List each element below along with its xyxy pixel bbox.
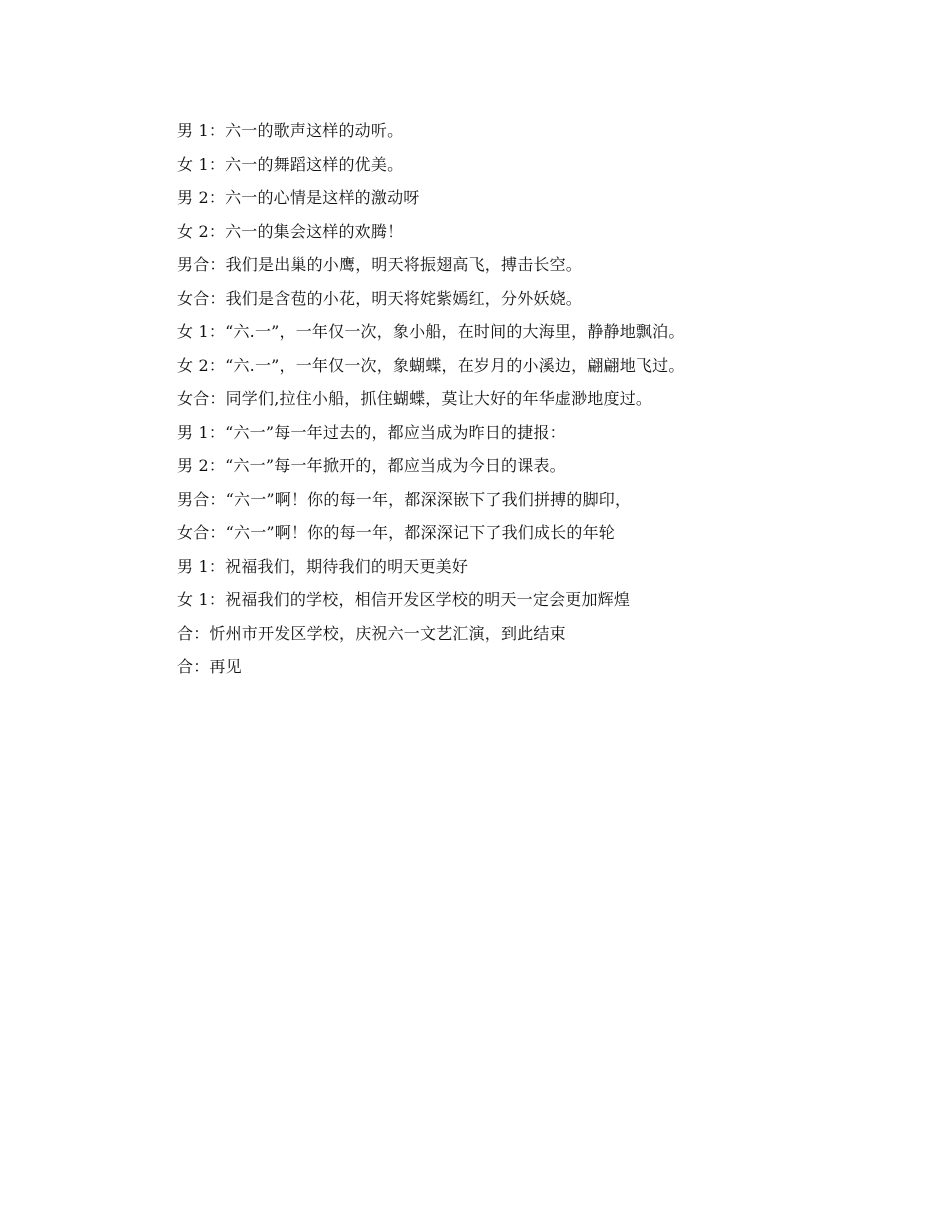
speaker-label: 男合：	[177, 489, 226, 509]
line-text: 祝福我们，期待我们的明天更美好	[225, 556, 469, 576]
speaker-label: 女 2：	[177, 355, 226, 375]
line-text: “六.一”，一年仅一次，象小船，在时间的大海里，静静地飘泊。	[225, 322, 685, 341]
script-line	[177, 586, 877, 620]
line-text: 六一的集会这样的欢腾！	[225, 221, 404, 241]
speaker-label: 女合：	[177, 288, 226, 308]
script-lines	[177, 117, 877, 687]
script-line	[177, 486, 877, 520]
line-text: 祝福我们的学校，相信开发区学校的明天一定会更加辉煌	[225, 590, 631, 609]
speaker-label: 女 1：	[177, 322, 226, 341]
line-text: “六一”啊！你的每一年，都深深记下了我们成长的年轮	[225, 523, 615, 542]
line-text: 同学们,拉住小船，抓住蝴蝶，莫让大好的年华虚渺地度过。	[225, 389, 653, 408]
line-text: “六.一”，一年仅一次，象蝴蝶，在岁月的小溪边，翩翩地飞过。	[225, 355, 685, 375]
speaker-label: 女合：	[177, 523, 226, 542]
line-text: 六一的心情是这样的激动呀	[225, 188, 420, 207]
speaker-label: 女 1：	[177, 154, 226, 174]
line-text: “六一”每一年过去的，都应当成为昨日的捷报：	[225, 422, 566, 442]
script-line	[177, 553, 877, 587]
speaker-label: 女 1：	[177, 590, 226, 609]
script-line	[177, 419, 877, 453]
speaker-label: 合：	[177, 623, 210, 643]
speaker-label: 男 1：	[177, 422, 226, 442]
script-line	[177, 653, 877, 687]
script-line	[177, 285, 877, 319]
script-line	[177, 352, 877, 386]
speaker-label: 男 1：	[177, 556, 226, 576]
line-text: 再见	[209, 657, 242, 676]
line-text: 六一的舞蹈这样的优美。	[225, 154, 404, 174]
speaker-label: 女 2：	[177, 221, 226, 241]
script-line	[177, 151, 877, 185]
line-text: 六一的歌声这样的动听。	[225, 121, 404, 140]
speaker-label: 男 2：	[177, 456, 226, 475]
line-text: “六一”每一年掀开的，都应当成为今日的课表。	[225, 456, 566, 475]
script-line	[177, 385, 877, 419]
speaker-label: 男 1：	[177, 121, 226, 140]
line-text: “六一”啊！你的每一年，都深深嵌下了我们拼搏的脚印，	[225, 489, 632, 509]
line-text: 我们是含苞的小花，明天将姹紫嫣红，分外妖娆。	[225, 288, 583, 308]
script-line	[177, 218, 877, 252]
script-line	[177, 251, 877, 285]
script-line	[177, 519, 877, 553]
speaker-label: 女合：	[177, 389, 226, 408]
line-text: 我们是出巢的小鹰，明天将振翅高飞，搏击长空。	[225, 255, 583, 274]
speaker-label: 合：	[177, 657, 210, 676]
script-line	[177, 184, 877, 218]
speaker-label: 男 2：	[177, 188, 226, 207]
line-text: 忻州市开发区学校，庆祝六一文艺汇演，到此结束	[209, 623, 566, 643]
speaker-label: 男合：	[177, 255, 226, 274]
script-line	[177, 620, 877, 654]
script-line	[177, 318, 877, 352]
script-line	[177, 117, 877, 151]
script-line	[177, 452, 877, 486]
